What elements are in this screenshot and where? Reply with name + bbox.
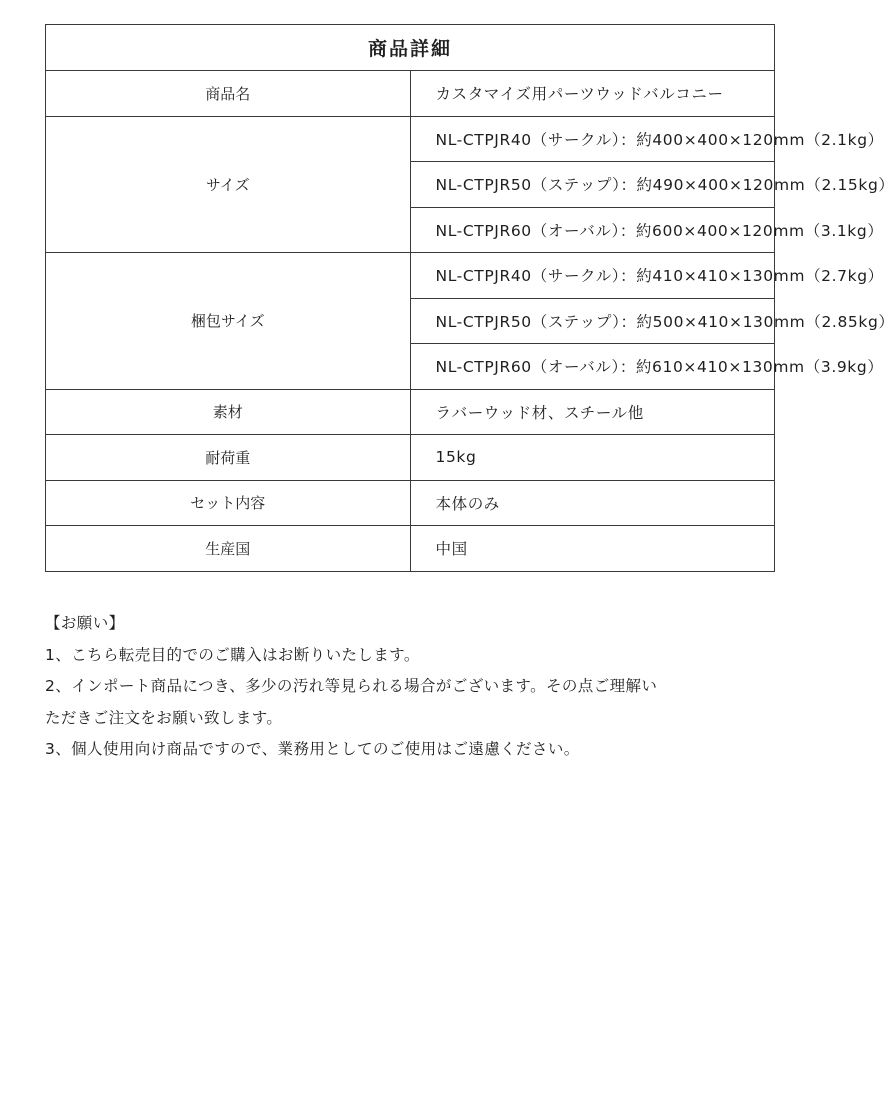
table-row-package-size	[46, 253, 775, 299]
value-set-contents: 本体のみ	[410, 480, 775, 526]
table-row-size	[46, 116, 775, 162]
value-load-capacity: 15kg	[410, 435, 775, 481]
label-load-capacity: 耐荷重	[46, 435, 411, 481]
product-details-table	[45, 24, 895, 572]
note-line-2: 2、インポート商品につき、多少の汚れ等見られる場合がございます。その点ご理解い	[45, 677, 658, 695]
value-product-name: カスタマイズ用パーツウッドバルコニー	[410, 71, 775, 117]
label-set-contents: セット内容	[46, 480, 411, 526]
value-material: ラバーウッド材、スチール他	[410, 389, 775, 435]
table-row-material	[46, 389, 775, 435]
label-material: 素材	[46, 389, 411, 435]
note-line-3: 3、個人使用向け商品ですので、業務用としてのご使用はご遠慮ください。	[45, 740, 580, 758]
value-size-40: NL-CTPJR40（サークル）：約400×400×120mm（2.1kg）	[410, 116, 775, 162]
label-size: サイズ	[46, 116, 411, 253]
label-package-size: 梱包サイズ	[46, 253, 411, 390]
value-size-60: NL-CTPJR60（オーバル）：約600×400×120mm（3.1kg）	[410, 207, 775, 253]
table-row-product-name	[46, 71, 775, 117]
note-line-2-cont: ただきご注文をお願い致します。	[45, 708, 283, 727]
label-product-name: 商品名	[46, 71, 411, 117]
table-row-load-capacity	[46, 435, 775, 481]
notes-section	[45, 608, 785, 766]
note-line-1: 1、こちら転売目的でのご購入はお断りいたします。	[45, 645, 420, 664]
value-package-size-50: NL-CTPJR50（ステップ）：約500×410×130mm（2.85kg）	[410, 298, 775, 344]
value-package-size-60: NL-CTPJR60（オーバル）：約610×410×130mm（3.9kg）	[410, 344, 775, 390]
value-origin: 中国	[410, 526, 775, 572]
label-origin: 生産国	[46, 526, 411, 572]
value-package-size-40: NL-CTPJR40（サークル）：約410×410×130mm（2.7kg）	[410, 253, 775, 299]
value-size-50: NL-CTPJR50（ステップ）：約490×400×120mm（2.15kg）	[410, 162, 775, 208]
table-title: 商品詳細	[46, 25, 775, 71]
notes-heading: 【お願い】	[45, 614, 125, 632]
table-row-set-contents	[46, 480, 775, 526]
table-row-origin	[46, 526, 775, 572]
